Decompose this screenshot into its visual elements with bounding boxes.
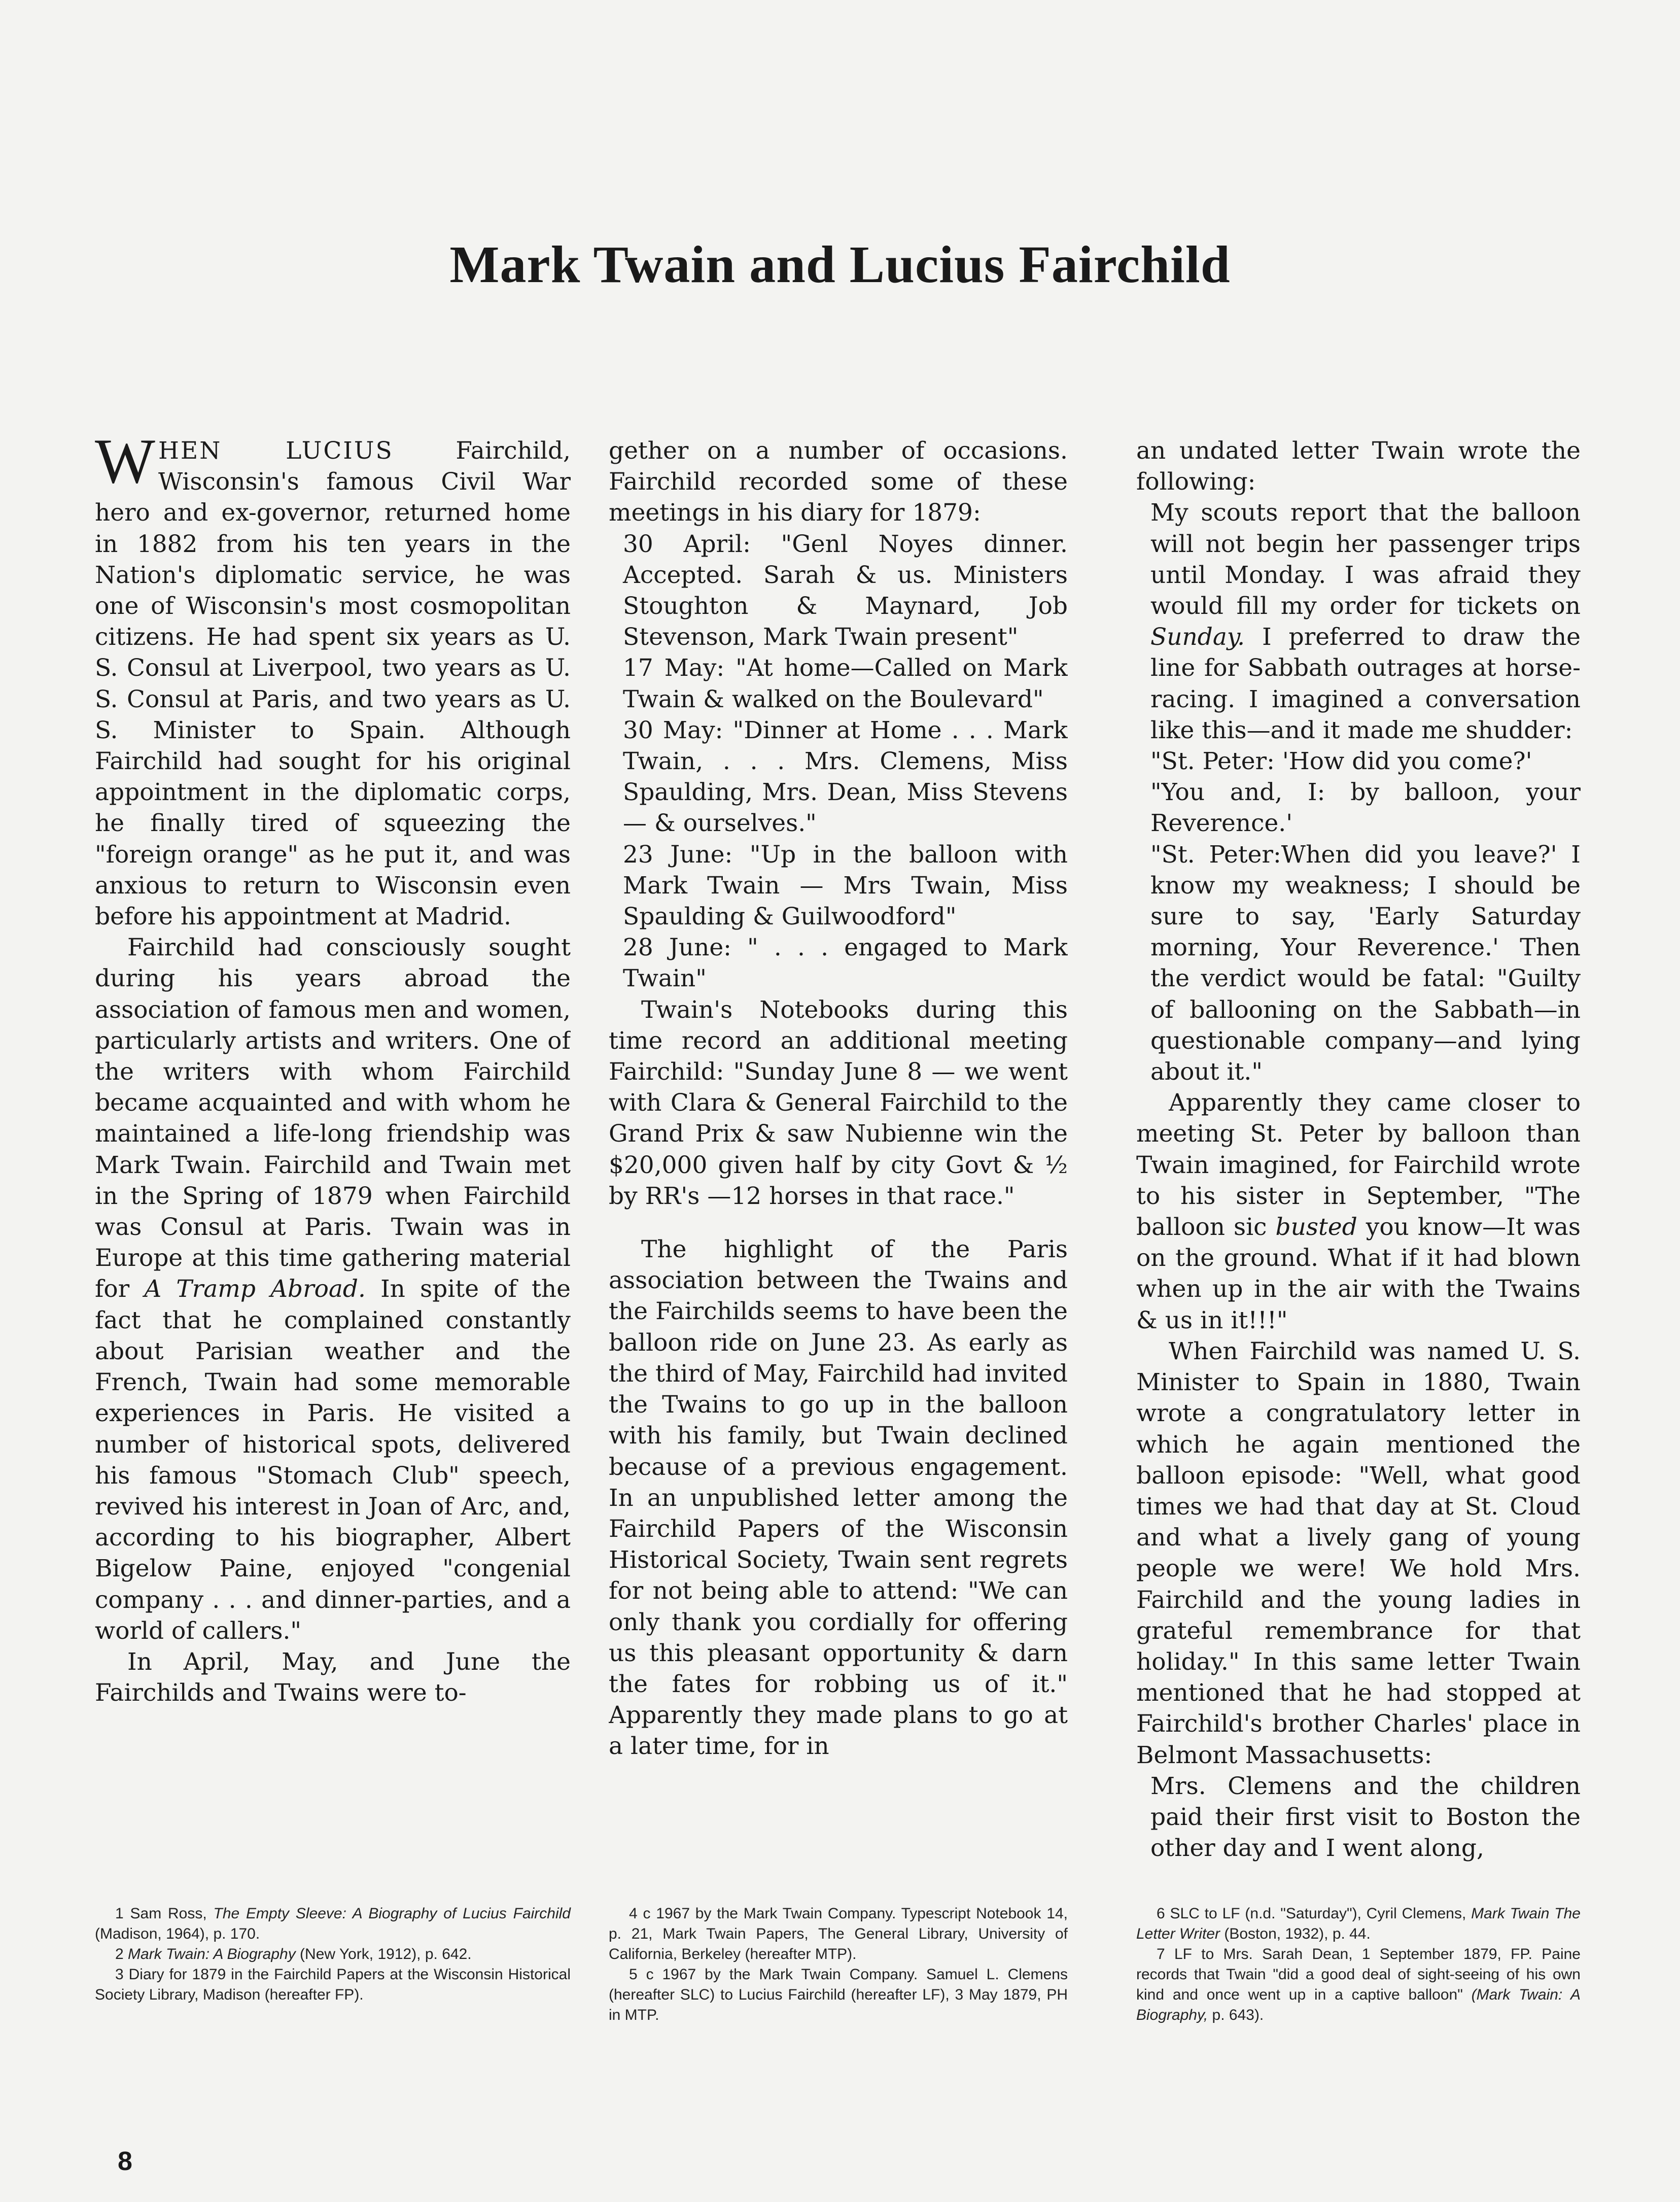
paragraph xyxy=(1136,1087,1581,1336)
diary-entry: 23 June: "Up in the balloon with Mark Twain — Mrs Twain, Miss Spaulding & Guilwoodford" xyxy=(623,840,1068,931)
spacer xyxy=(609,1212,1068,1234)
quote-text: I preferred to draw the line for Sabbath outrages at horse-racing. I imagined a conversation like this—and it made me shudder: xyxy=(1150,623,1581,744)
book-title: (Mark Twain: A Biography, xyxy=(1136,1986,1581,2023)
book-title: The Empty Sleeve: A Biography of Lucius Fairchild xyxy=(213,1905,571,1922)
letter-quote: "St. Peter:When did you leave?' I know my weakness; I should be sure to say, 'Early Saturday morning, Your Reverence.' Then the verdict would be fatal: "Guilty of ballooning on the Sabbath—in questionable company—and lying about it." xyxy=(1150,840,1581,1086)
footnote xyxy=(95,1904,571,1944)
footnote xyxy=(1136,1944,1581,2025)
small-caps-opening: HEN LUCIUS xyxy=(158,437,394,465)
paragraph: The highlight of the Paris association between the Twains and the Fairchilds seems to have been the balloon ride on June 23. As early as the third of May, Fairchild had invited the Twains to go up in the balloon with his family, but Twain declined because of a previous engagement. In an unpublished letter among the Fairchild Papers of the Wisconsin Historical Society, Twain sent regrets for not being able to attend: "We can only thank you cordially for offering us this pleasant opportunity & darn the fates for robbing us of it." Apparently they made plans to go at a later time, for in xyxy=(609,1235,1068,1761)
footnotes-column-3 xyxy=(1136,1904,1581,2025)
paragraph-text: Fairchild had consciously sought during his years abroad the association of famous men and women, particularly artists and writers. One of the writers with whom Fairchild became acquainted and with whom he maintained a life-long friendship was Mark Twain. Fairchild and Twain met in the Spring of 1879 when Fairchild was Consul at Paris. Twain was in Europe at this time gathering material for xyxy=(95,934,571,1303)
diary-entry: 28 June: " . . . engaged to Mark Twain" xyxy=(623,934,1068,993)
footnote-text: 6 SLC to LF (n.d. "Saturday"), Cyril Clemens, xyxy=(1157,1905,1472,1922)
footnote-text: (Boston, 1932), p. 44. xyxy=(1220,1925,1371,1942)
letter-quote: "You and, I: by balloon, your Reverence.' xyxy=(1150,778,1581,838)
letter-quote: Mrs. Clemens and the children paid their first visit to Boston the other day and I went along, xyxy=(1150,1772,1581,1863)
footnote-text: 7 LF to Mrs. Sarah Dean, 1 September 1879, FP. Paine records that Twain "did a good deal of sight-seeing of his own kind and once went up in a captive balloon" xyxy=(1136,1946,1581,2003)
column-2 xyxy=(609,435,1068,1876)
footnote-text: p. 643). xyxy=(1208,2007,1264,2023)
emphasis: Sunday. xyxy=(1150,623,1245,651)
column-3 xyxy=(1136,435,1581,1876)
page-number: 8 xyxy=(118,2147,132,2176)
paragraph: gether on a number of occasions. Fairchild recorded some of these meetings in his diary for 1879: xyxy=(609,437,1068,527)
column-1 xyxy=(95,435,571,1876)
paragraph: In April, May, and June the Fairchilds and Twains were to- xyxy=(95,1647,571,1707)
paragraph xyxy=(95,932,571,1646)
book-title: Mark Twain The Letter Writer xyxy=(1136,1905,1581,1942)
drop-cap: W xyxy=(95,435,155,497)
book-title: Mark Twain: A Biography xyxy=(128,1946,296,1963)
footnote-text: (New York, 1912), p. 642. xyxy=(295,1946,472,1963)
diary-entry: 30 April: "Genl Noyes dinner. Accepted. Sarah & us. Ministers Stoughton & Maynard, Job Stevenson, Mark Twain present" xyxy=(623,530,1068,651)
book-title: A Tramp Abroad. xyxy=(144,1275,366,1303)
footnote: 3 Diary for 1879 in the Fairchild Papers at the Wisconsin Historical Society Library, Madison (hereafter FP). xyxy=(95,1966,571,2003)
footnote: 4 c 1967 by the Mark Twain Company. Typescript Notebook 14, p. 21, Mark Twain Papers, The General Library, University of California, Berkeley (hereafter MTP). xyxy=(609,1905,1068,1963)
footnote: 5 c 1967 by the Mark Twain Company. Samuel L. Clemens (hereafter SLC) to Lucius Fairchild (hereafter LF), 3 May 1879, PH in MTP. xyxy=(609,1966,1068,2023)
footnote xyxy=(95,1944,571,1965)
quote-text: My scouts report that the balloon will not begin her passenger trips until Monday. I was afraid they would fill my order for tickets on xyxy=(1150,499,1581,621)
diary-entry: 30 May: "Dinner at Home . . . Mark Twain, . . . Mrs. Clemens, Miss Spaulding, Mrs. Dean, Miss Stevens — & ourselves." xyxy=(623,716,1068,838)
paragraph-text: In spite of the fact that he complained constantly about Parisian weather and the French, Twain had some memorable experiences in Paris. He visited a number of historical spots, delivered his famous "Stomach Club" speech, revived his interest in Joan of Arc, and, according to his biographer, Albert Bigelow Paine, enjoyed "congenial company . . . and dinner-parties, and a world of callers." xyxy=(95,1275,571,1645)
diary-entry: 17 May: "At home—Called on Mark Twain & walked on the Boulevard" xyxy=(623,654,1068,713)
paragraph: When Fairchild was named U. S. Minister to Spain in 1880, Twain wrote a congratulatory letter in which he again mentioned the balloon episode: "Well, what good times we had that day at St. Cloud and what a lively gang of young people we were! We hold Mrs. Fairchild and the young ladies in grateful remembrance for that holiday." In this same letter Twain mentioned that he had stopped at Fairchild's brother Charles' place in Belmont Massachusetts: xyxy=(1136,1337,1581,1769)
footnote-text: (Madison, 1964), p. 170. xyxy=(95,1925,260,1942)
footnote-text: 2 xyxy=(115,1946,128,1963)
paragraph-text: you know—It was on the ground. What if it had blown when up in the air with the Twains & us in it!!!" xyxy=(1136,1213,1581,1334)
footnotes-column-1 xyxy=(95,1904,571,2005)
letter-quote: "St. Peter: 'How did you come?' xyxy=(1150,747,1532,776)
footnote xyxy=(1136,1904,1581,1944)
article-title: Mark Twain and Lucius Fairchild xyxy=(449,235,1231,294)
paragraph: an undated letter Twain wrote the following: xyxy=(1136,437,1581,496)
paragraph-text: Fairchild, Wisconsin's famous Civil War hero and ex-governor, returned home in 1882 from his ten years in the Nation's diplomatic service, he was one of Wisconsin's most cosmopolitan citizens. He had spent six years as U. S. Consul at Liverpool, two years as U. S. Consul at Paris, and two years as U. S. Minister to Spain. Although Fairchild had sought for his original appointment in the diplomatic corps, he finally tired of squeezing the "foreign orange" as he put it, and was anxious to return to Wisconsin even before his appointment at Madrid. xyxy=(95,437,571,931)
footnotes-column-2 xyxy=(609,1904,1068,2025)
letter-quote xyxy=(1136,497,1581,746)
emphasis: busted xyxy=(1275,1213,1357,1242)
paragraph xyxy=(95,435,571,932)
paragraph-text: Apparently they came closer to meeting St. Peter by balloon than Twain imagined, for Fairchild wrote to his sister in September, "The balloon sic xyxy=(1136,1089,1581,1242)
paragraph: Twain's Notebooks during this time record an additional meeting Fairchild: "Sunday June 8 — we went with Clara & General Fairchild to the Grand Prix & saw Nubienne win the $20,000 given half by city Govt & ½ by RR's —12 horses in that race." xyxy=(609,995,1068,1210)
footnote-text: 1 Sam Ross, xyxy=(115,1905,214,1922)
